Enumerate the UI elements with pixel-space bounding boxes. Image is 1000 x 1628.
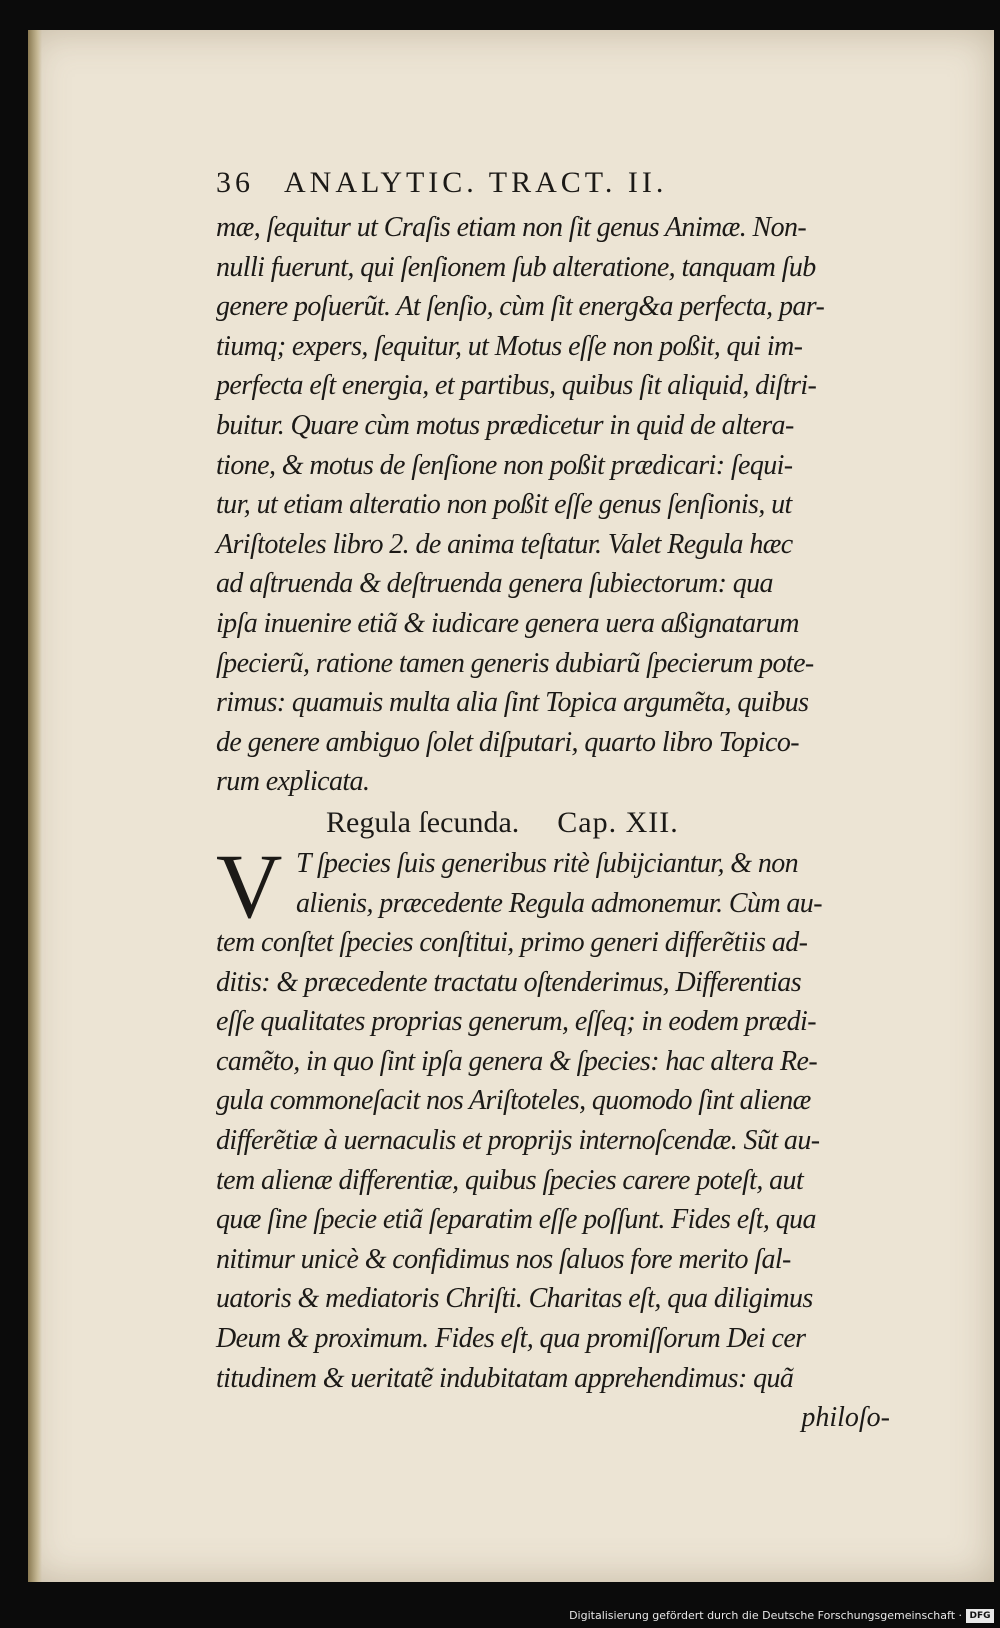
page-gutter (28, 30, 42, 1582)
text-line: uatoris & mediatoris Chriſti. Charitas eſt, qua diligimus (216, 1283, 813, 1315)
text-line: tem alienæ differentiæ, quibus ſpecies carere poteſt, aut (216, 1164, 804, 1196)
text-line: perfecta eſt energia, et partibus, quibus ſit aliquid, diſtri- (216, 370, 817, 402)
text-line: nulli fuerunt, qui ſenſionem ſub alteratione, tanquam ſub (216, 251, 816, 283)
text-line: differẽtiæ à uernaculis et proprijs internoſcendæ. Sũt au- (216, 1125, 820, 1157)
catchword: philoſo- (801, 1402, 890, 1434)
text-line: tem conſtet ſpecies conſtitui, primo generi differẽtiis ad- (216, 927, 808, 959)
body-paragraph-2 (216, 834, 926, 1398)
drop-initial: V (216, 834, 283, 937)
text-line: rimus: quamuis multa alia ſint Topica argumẽta, quibus (216, 687, 809, 719)
text-line: ipſa inuenire etiã & iudicare genera uera aßignatarum (216, 607, 799, 639)
text-line: T ſpecies ſuis generibus ritè ſubijciantur, & non (296, 847, 799, 879)
text-line: rum explicata. (216, 766, 370, 798)
text-line: camẽto, in quo ſint ipſa genera & ſpecies: hac altera Re- (216, 1045, 818, 1077)
text-line: nitimur unicè & confidimus nos ſaluos fore merito ſal- (216, 1243, 791, 1275)
chapter-heading (216, 802, 926, 844)
text-line: mæ, ſequitur ut Craſis etiam non ſit genus Animæ. Non- (216, 212, 807, 243)
page-number: 36 (216, 166, 254, 199)
text-line: tiumq; expers, ſequitur, ut Motus eſſe non poßit, qui im- (216, 330, 803, 362)
text-line: tur, ut etiam alteratio non poßit eſſe genus ſenſionis, ut (216, 489, 792, 521)
text-line: eſſe qualitates proprias generum, eſſeq; in eodem prædi- (216, 1006, 816, 1038)
body-paragraph-1 (216, 208, 926, 802)
text-line: de genere ambiguo ſolet diſputari, quarto libro Topico- (216, 726, 799, 758)
rule-title: Regula ſecunda. (326, 805, 520, 839)
text-block (216, 166, 926, 1438)
text-line: buitur. Quare cùm motus prædicetur in quid de altera- (216, 409, 794, 441)
text-line: alienis, præcedente Regula admonemur. Cùm au- (296, 887, 822, 919)
text-line: quæ ſine ſpecie etiã ſeparatim eſſe poſſunt. Fides eſt, qua (216, 1204, 816, 1236)
running-head-title: ANALYTIC. TRACT. II. (284, 166, 668, 199)
running-head (216, 166, 926, 208)
chapter-number: Cap. XII. (557, 805, 679, 839)
text-line: ditis: & præcedente tractatu oſtenderimus, Differentias (216, 966, 801, 998)
text-line: genere poſuerũt. At ſenſio, cùm ſit energ&a perfecta, par- (216, 291, 825, 323)
text-line: Deum & proximum. Fides eſt, qua promiſſorum Dei cer (216, 1323, 806, 1355)
dfg-logo: DFG (966, 1609, 994, 1623)
text-line: titudinem & ueritatẽ indubitatam apprehendimus: quã (216, 1362, 794, 1394)
footer-bar (0, 1582, 1000, 1628)
text-line: Ariſtoteles libro 2. de anima teſtatur. Valet Regula hæc (216, 528, 793, 560)
text-line: ſpecierũ, ratione tamen generis dubiarũ ſpecierum pote- (216, 647, 814, 679)
digitization-credit: Digitalisierung gefördert durch die Deutsche Forschungsgemeinschaft · (569, 1609, 962, 1622)
text-line: gula commoneſacit nos Ariſtoteles, quomodo ſint alienæ (216, 1085, 811, 1117)
text-line: ad aſtruenda & deſtruenda genera ſubiectorum: qua (216, 568, 773, 600)
text-line: tione, & motus de ſenſione non poßit prædicari: ſequi- (216, 449, 793, 481)
